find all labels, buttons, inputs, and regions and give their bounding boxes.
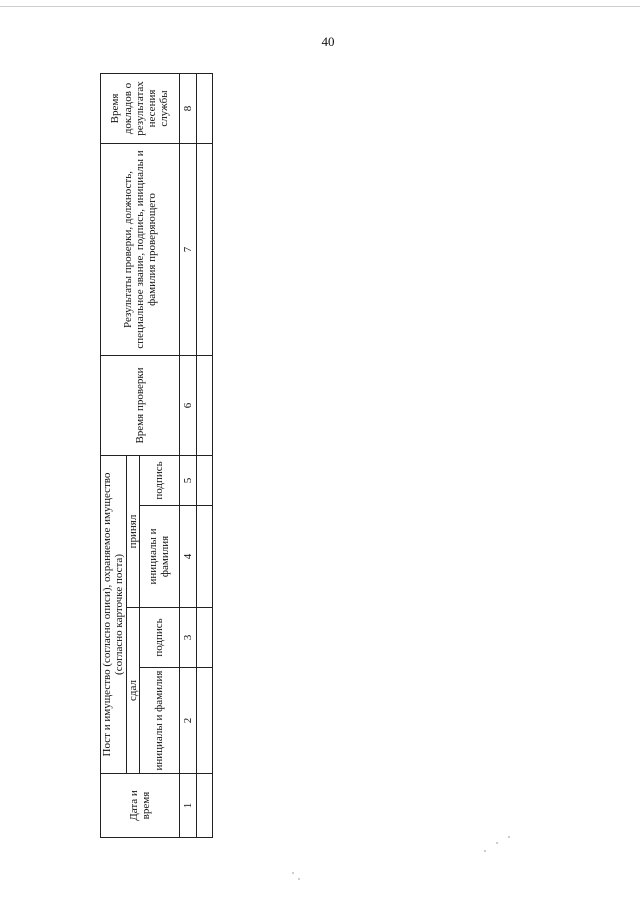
column-number: 2 [179,668,196,774]
header-handed-over: сдал [126,608,139,774]
empty-cell [196,143,212,355]
empty-cell [196,774,212,838]
scan-speck [298,878,300,880]
column-number: 1 [179,774,196,838]
empty-cell [196,355,212,455]
header-post-property: Пост и имущество (согласно описи), охраняемое имущество (согласно карточке поста) [101,455,127,773]
header-date-time: Дата и время [101,774,180,838]
rotated-table-area [100,74,208,838]
empty-entry-row [196,73,212,837]
header-initials-surname-accepted: инициалы и фамилия [139,506,179,608]
header-accepted: принял [126,455,139,607]
header-report-time: Время докладов о результатах несения службы [101,73,180,143]
empty-cell [196,608,212,668]
column-number: 7 [179,143,196,355]
column-number: 5 [179,455,196,505]
service-log-table [100,74,208,838]
page-number: 40 [321,34,335,49]
empty-cell [196,668,212,774]
scan-top-edge [0,6,640,7]
scan-speck [292,872,294,874]
column-number: 6 [179,355,196,455]
scan-speck [508,836,510,838]
column-number: 4 [179,506,196,608]
empty-cell [196,455,212,505]
header-signature-accepted: подпись [139,455,179,505]
column-number: 8 [179,73,196,143]
empty-cell [196,73,212,143]
header-initials-surname-handed: инициалы и фамилия [139,668,179,774]
column-number: 3 [179,608,196,668]
empty-cell [196,506,212,608]
column-number-row [179,73,196,837]
header-signature-handed: подпись [139,608,179,668]
scan-speck [484,850,486,852]
header-check-time: Время проверки [101,355,180,455]
scan-speck [496,842,498,844]
header-check-results: Результаты проверки, должность, специальное звание, подпись, инициалы и фамилия проверяющего [101,143,180,355]
